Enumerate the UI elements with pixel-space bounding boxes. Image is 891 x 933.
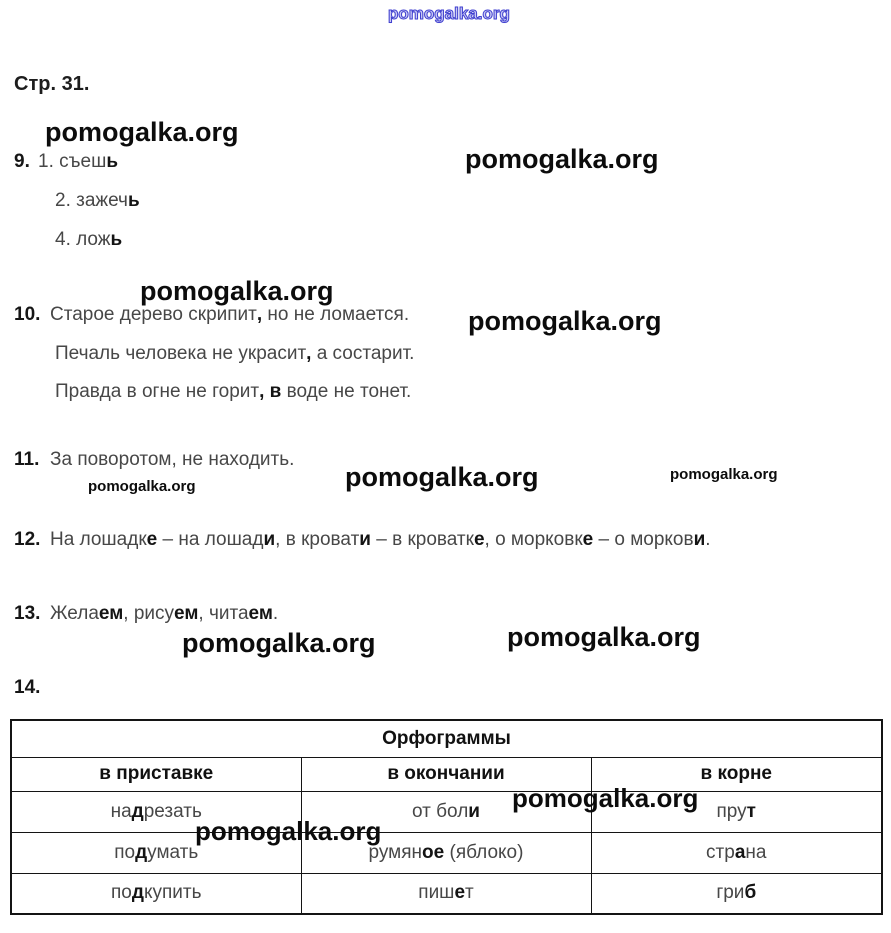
- text-segment: резать: [143, 800, 202, 822]
- highlighted-letter: ем: [174, 603, 199, 624]
- highlighted-letter: д: [131, 800, 144, 822]
- text-segment: – о морков: [593, 529, 694, 550]
- highlighted-letter: и: [359, 529, 371, 550]
- text-segment: гри: [716, 882, 745, 904]
- exercise-line: [50, 304, 409, 326]
- text-segment: от бол: [412, 800, 469, 822]
- highlighted-letter: е: [454, 882, 466, 904]
- text-segment: , в кроват: [275, 529, 360, 550]
- text-segment: Старое дерево скрипит: [50, 304, 257, 325]
- highlighted-letter: а: [734, 841, 746, 863]
- text-segment: , рису: [123, 603, 175, 624]
- watermark: pomogalka.org: [195, 816, 382, 846]
- watermark: pomogalka.org: [465, 144, 659, 174]
- highlighted-letter: е: [582, 529, 594, 550]
- text-segment: но не ломается.: [262, 304, 410, 325]
- text-segment: купить: [143, 882, 202, 904]
- text-segment: 2. зажеч: [55, 190, 128, 211]
- text-segment: .: [272, 603, 279, 624]
- text-segment: а состарит.: [311, 343, 415, 364]
- highlighted-letter: и: [263, 529, 276, 550]
- text-segment: – на лошад: [157, 529, 264, 550]
- table-row: [11, 791, 882, 832]
- exercise-line: [55, 190, 140, 212]
- text-segment: , о морковк: [484, 529, 583, 550]
- text-segment: 1. съеш: [38, 151, 107, 172]
- highlighted-letter: и: [468, 800, 480, 822]
- page-heading: Стр. 31.: [14, 73, 90, 95]
- exercise-line: [50, 449, 294, 471]
- highlighted-letter: е: [473, 529, 485, 550]
- text-segment: Жела: [50, 603, 99, 624]
- watermark: pomogalka.org: [45, 117, 239, 147]
- text-segment: т: [465, 882, 474, 904]
- watermark: pomogalka.org: [182, 628, 376, 658]
- exercise-number: 9.: [14, 151, 30, 172]
- text-segment: стр: [706, 841, 735, 863]
- highlighted-letter: ь: [106, 151, 118, 172]
- table-header-row: [11, 757, 882, 791]
- highlighted-letter: д: [135, 841, 148, 863]
- highlighted-letter: ,: [306, 343, 312, 364]
- highlighted-letter: ь: [110, 229, 123, 250]
- highlighted-letter: д: [131, 882, 144, 904]
- exercise-number: 13.: [14, 603, 41, 624]
- watermark: pomogalka.org: [345, 462, 539, 492]
- watermark: pomogalka.org: [468, 306, 662, 336]
- table-cell: [591, 873, 882, 914]
- text-segment: на: [110, 800, 132, 822]
- text-segment: За поворотом, не находить.: [50, 449, 295, 470]
- table-cell: [591, 832, 882, 873]
- highlighted-letter: е: [146, 529, 158, 550]
- highlighted-letter: ем: [248, 603, 273, 624]
- text-segment: (яблоко): [444, 841, 524, 863]
- orthograms-table: [10, 719, 883, 915]
- exercise-line: [50, 529, 711, 551]
- column-header: в корне: [591, 757, 882, 791]
- watermark: pomogalka.org: [670, 466, 778, 483]
- exercise-number: 10.: [14, 304, 41, 325]
- text-segment: румян: [368, 841, 423, 863]
- table-title: Орфограммы: [11, 720, 882, 757]
- watermark: pomogalka.org: [88, 478, 196, 495]
- highlighted-letter: ем: [98, 603, 124, 624]
- text-segment: пиш: [418, 882, 455, 904]
- text-segment: пру: [716, 800, 747, 822]
- watermark: pomogalka.org: [507, 622, 701, 652]
- text-segment: – в кроватк: [370, 529, 474, 550]
- watermark: pomogalka.org: [140, 276, 334, 306]
- text-segment: умать: [147, 841, 199, 863]
- table-cell: [11, 873, 301, 914]
- exercise-line: [55, 229, 122, 251]
- exercise-number: 12.: [14, 529, 41, 550]
- exercise-line: [55, 343, 414, 365]
- highlighted-letter: т: [746, 800, 756, 822]
- exercise-line: [55, 381, 411, 403]
- highlighted-letter: ь: [127, 190, 140, 211]
- text-segment: Печаль человека не украсит: [55, 343, 307, 364]
- highlighted-letter: ое: [422, 841, 445, 863]
- exercise-line: [38, 151, 118, 173]
- table-row: [11, 832, 882, 873]
- text-segment: , чита: [198, 603, 249, 624]
- text-segment: 4. лож: [55, 229, 111, 250]
- column-header: в окончании: [301, 757, 591, 791]
- watermark: pomogalka.org: [388, 4, 510, 23]
- highlighted-letter: б: [744, 882, 757, 904]
- column-header: в приставке: [11, 757, 301, 791]
- table-title-row: [11, 720, 882, 757]
- exercise-line: [50, 603, 278, 625]
- highlighted-letter: , в: [259, 381, 282, 402]
- table-row: [11, 873, 882, 914]
- text-segment: по: [114, 841, 136, 863]
- text-segment: воде не тонет.: [281, 381, 412, 402]
- highlighted-letter: и: [693, 529, 706, 550]
- watermark: pomogalka.org: [512, 783, 699, 813]
- text-segment: Правда в огне не горит: [55, 381, 260, 402]
- table-cell: [301, 873, 591, 914]
- exercise-number: 11.: [14, 449, 40, 470]
- highlighted-letter: ,: [256, 304, 263, 325]
- exercise-number: 14.: [14, 677, 41, 698]
- text-segment: .: [705, 529, 711, 550]
- text-segment: по: [111, 882, 132, 904]
- text-segment: На лошадк: [50, 529, 147, 550]
- text-segment: на: [745, 841, 767, 863]
